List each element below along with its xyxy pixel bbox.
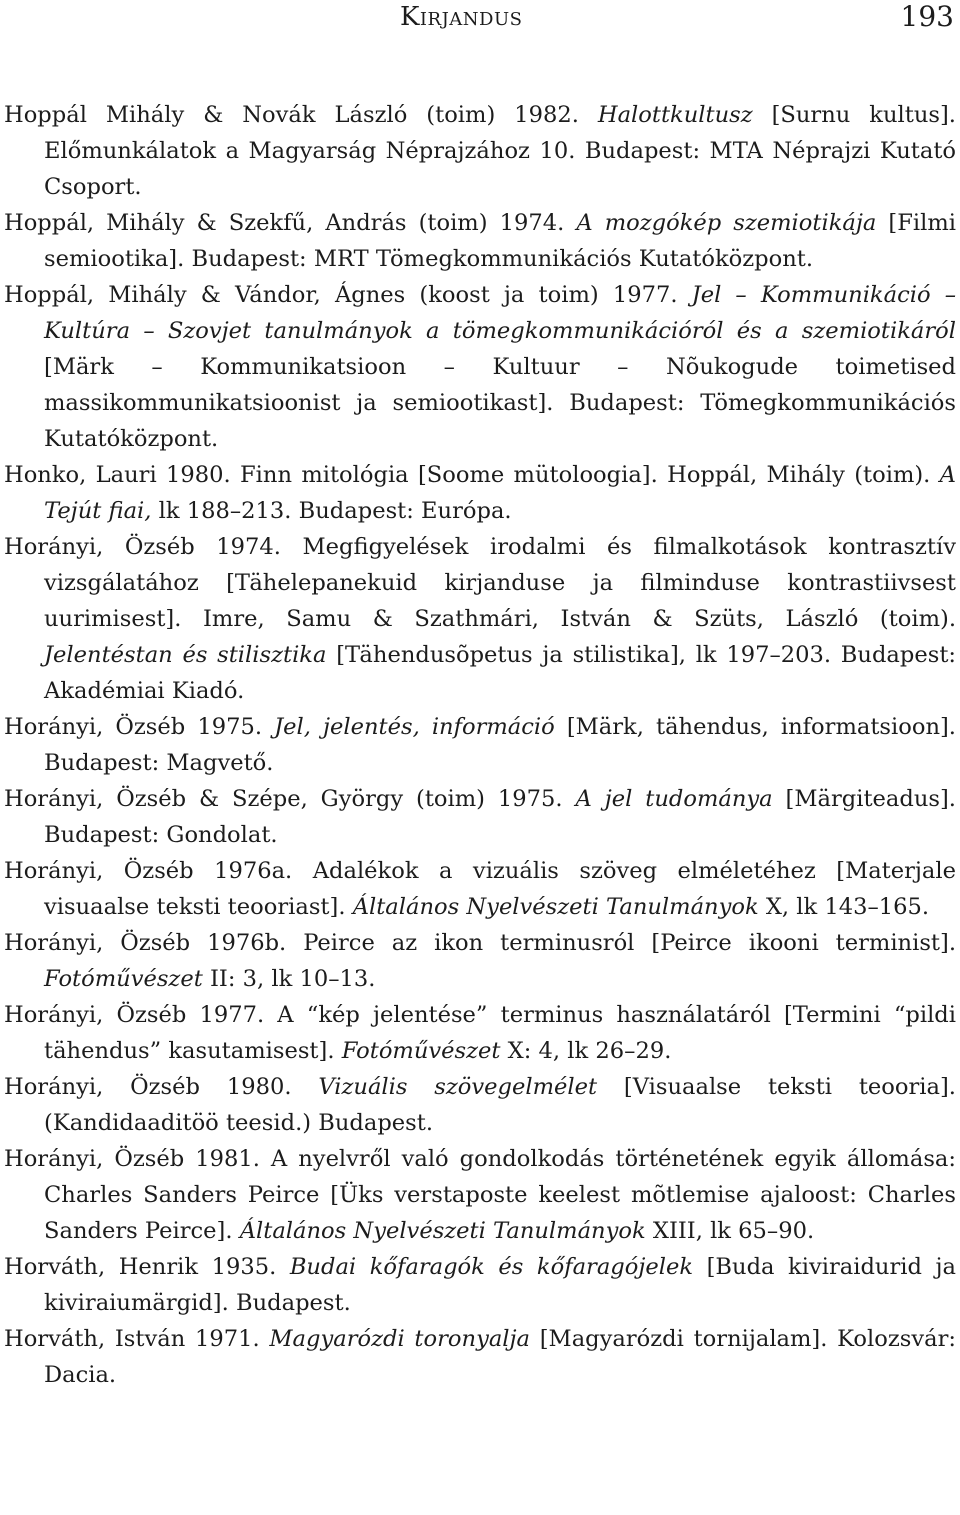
reference-entry: Hoppál Mihály & Novák László (toim) 1982. Halottkultusz [Surnu kultus]. Előmunkálatok a Magyarság Néprajzához 10. Budapest: MTA Néprajzi Kutató Csoport. [4,102,956,200]
reference-entry: Horányi, Özséb 1975. Jel, jelentés, információ [Märk, tähendus, informatsioon]. Budapest: Magvető. [4,714,956,776]
reference-entry: Hoppál, Mihály & Szekfű, András (toim) 1974. A mozgókép szemiotikája [Filmi semiootika]. Budapest: MRT Tömegkommunikációs Kutatóközpont. [4,210,956,272]
reference-entry: Horányi, Özséb 1976a. Adalékok a vizuális szöveg elméletéhez [Materjale visuaalse teksti teooriast]. Általános Nyelvészeti Tanulmányok X, lk 143–165. [4,858,956,920]
reference-entry: Hoppál, Mihály & Vándor, Ágnes (koost ja toim) 1977. Jel – Kommunikáció – Kultúra – Szovjet tanulmányok a tömegkommunikációról és a szemiotikáról [Märk – Kommunikatsioon – Kultuur – Nõukogude toimetised massikommunikatsioonist ja semiootikast]. Budapest: Tömegkommunikációs Kutatóközpont. [4,282,956,452]
reference-entry: Horváth, István 1971. Magyarózdi toronyalja [Magyarózdi tornijalam]. Kolozsvár: Dacia. [4,1326,957,1388]
reference-entry: Honko, Lauri 1980. Finn mitológia [Soome mütoloogia]. Hoppál, Mihály (toim). A Tejút fiai, lk 188–213. Budapest: Európa. [4,462,956,524]
page-number: 193 [900,0,954,33]
running-title: Kirjandus [400,2,523,32]
reference-entry: Horányi, Özséb 1977. A “kép jelentése” terminus használatáról [Termini “pildi tähendus” kasutamisest]. Fotóművészet X: 4, lk 26–29. [4,1002,956,1064]
reference-entry: Horányi, Özséb & Szépe, György (toim) 1975. A jel tudománya [Märgiteadus]. Budapest: Gondolat. [4,786,956,848]
reference-entry: Horányi, Özséb 1980. Vizuális szövegelmélet [Visuaalse teksti teooria]. (Kandidaaditöö teesid.) Budapest. [4,1074,956,1136]
reference-entry: Horányi, Özséb 1976b. Peirce az ikon terminusról [Peirce ikooni terminist]. Fotóművészet II: 3, lk 10–13. [4,930,956,992]
reference-entry: Horváth, Henrik 1935. Budai kőfaragók és kőfaragójelek [Buda kiviraidurid ja kiviraiumärgid]. Budapest. [4,1254,956,1316]
reference-list [4,97,956,1393]
reference-entry: Horányi, Özséb 1981. A nyelvről való gondolkodás történetének egyik állomása: Charles Sanders Peirce [Üks verstaposte keelest mõtlemise ajaloost: Charles Sanders Peirce]. Általános Nyelvészeti Tanulmányok XIII, lk 65–90. [4,1146,956,1244]
running-header [0,0,960,40]
reference-entry: Horányi, Özséb 1974. Megfigyelések irodalmi és filmalkotások kontrasztív vizsgálatához [Tähelepanekuid kirjanduse ja filminduse kontrastiivsest uurimisest]. Imre, Samu & Szathmári, István & Szüts, László (toim). Jelentéstan és stilisztika [Tähendusõpetus ja stilistika], lk 197–203. Budapest: Akadémiai Kiadó. [4,534,957,704]
